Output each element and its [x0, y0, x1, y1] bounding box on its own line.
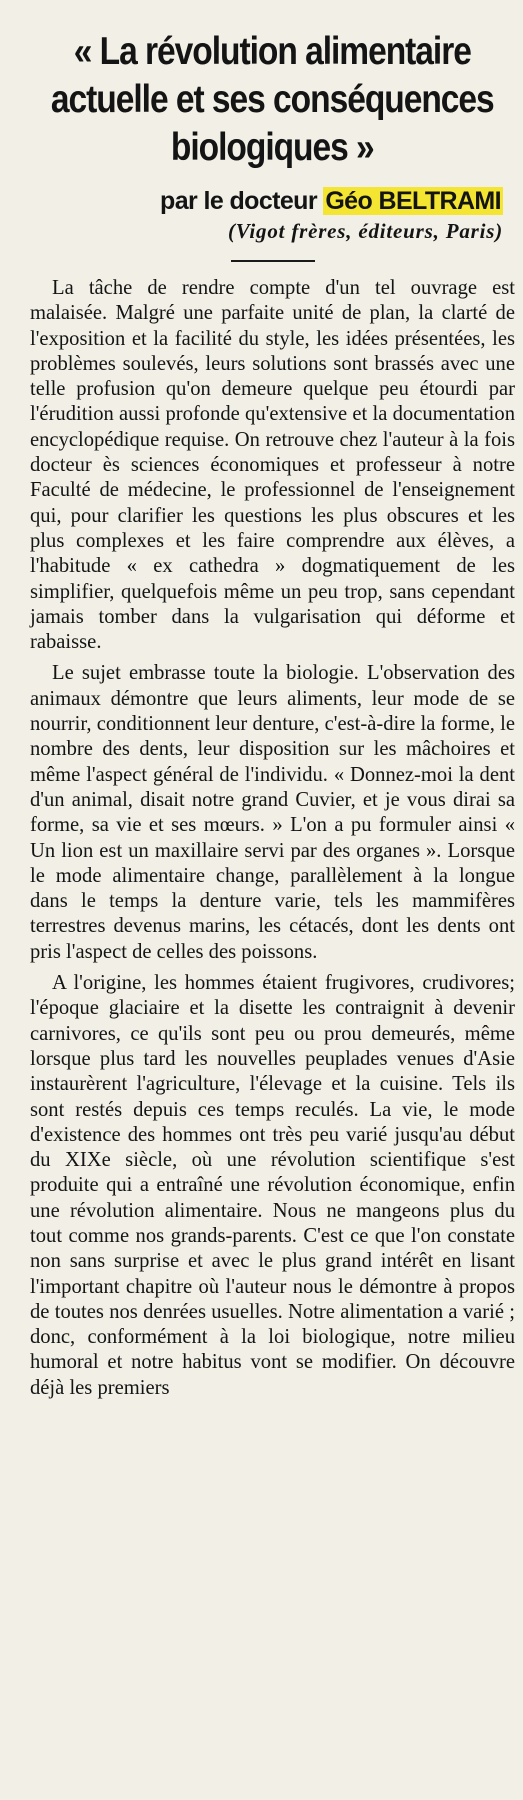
headline-line: actuelle et ses conséquences	[51, 78, 494, 121]
publisher-line: (Vigot frères, éditeurs, Paris)	[227, 219, 503, 243]
article-paragraph: Le sujet embrasse toute la biologie. L'observation des animaux démontre que leurs aliments, leur mode de se nourrir, conditionnent leur denture, c'est-à-dire la forme, le nombre des dents, leur disposition sur les mâchoires et même l'aspect général de l'individu. « Donnez-moi la dent d'un animal, disait notre grand Cuvier, et je vous dirai sa forme, sa vie et ses mœurs. » L'on a pu formuler ainsi « Un lion est un maxillaire servi par des organes ». Lorsque le mode alimentaire change, parallèlement à la longue dans le temps la denture varie, tels les mammifères terrestres devenus marins, les cétacés, dont les dents ont pris l'aspect de celles des poissons.	[30, 662, 515, 963]
byline	[30, 186, 515, 216]
article-body	[30, 276, 515, 1401]
article-paragraph: A l'origine, les hommes étaient frugivores, crudivores; l'époque glaciaire et la disette les contraignit à devenir carnivores, ce qu'ils sont peu ou prou demeurés, même lorsque plus tard les nouvelles peuplades venues d'Asie instaurèrent l'agriculture, l'élevage et la cuisine. Tels ils sont restés depuis ces temps reculés. La vie, le mode d'existence des hommes ont très peu varié jusqu'au début du XIXe siècle, où une révolution scientifique s'est produite qui a entraîné une révolution économique, enfin une révolution alimentaire. Nous ne mangeons plus du tout comme nos grands-parents. C'est ce que l'on constate non sans surprise et avec le plus grand intérêt en lisant l'important chapitre où l'auteur nous le démontre à propos de toutes nos denrées usuelles. Notre alimentation a varié ; donc, conformément à la loi biologique, notre milieu humoral et notre habitus vont se modifier. On découvre déjà les premiers	[30, 972, 515, 1399]
headline-line: biologiques »	[171, 126, 374, 169]
article-paragraph: La tâche de rendre compte d'un tel ouvrage est malaisée. Malgré une parfaite unité de plan, la clarté de l'exposition et la facilité du style, les idées présentées, les problèmes soulevés, leurs solutions sont brassés avec une telle profusion qu'on demeure quelque peu étourdi par l'érudition aussi profonde qu'extensive et la documentation encyclopédique requise. On retrouve chez l'auteur à la fois docteur ès sciences économiques et professeur à notre Faculté de médecine, le professionnel de l'enseignement qui, pour clarifier les questions les plus obscures et les plus complexes et les faire comprendre aux élèves, a l'habitude « ex cathedra » dogmatiquement de les simplifier, quelquefois même un peu trop, sans cependant jamais tomber dans la vulgarisation qui déforme et rabaisse.	[30, 277, 515, 654]
byline-prefix: par le docteur	[160, 187, 317, 215]
headline-line: « La révolution alimentaire	[73, 30, 472, 73]
author-name: Géo BELTRAMI	[325, 187, 501, 215]
article-headline	[31, 28, 515, 172]
separator-rule	[231, 260, 315, 262]
